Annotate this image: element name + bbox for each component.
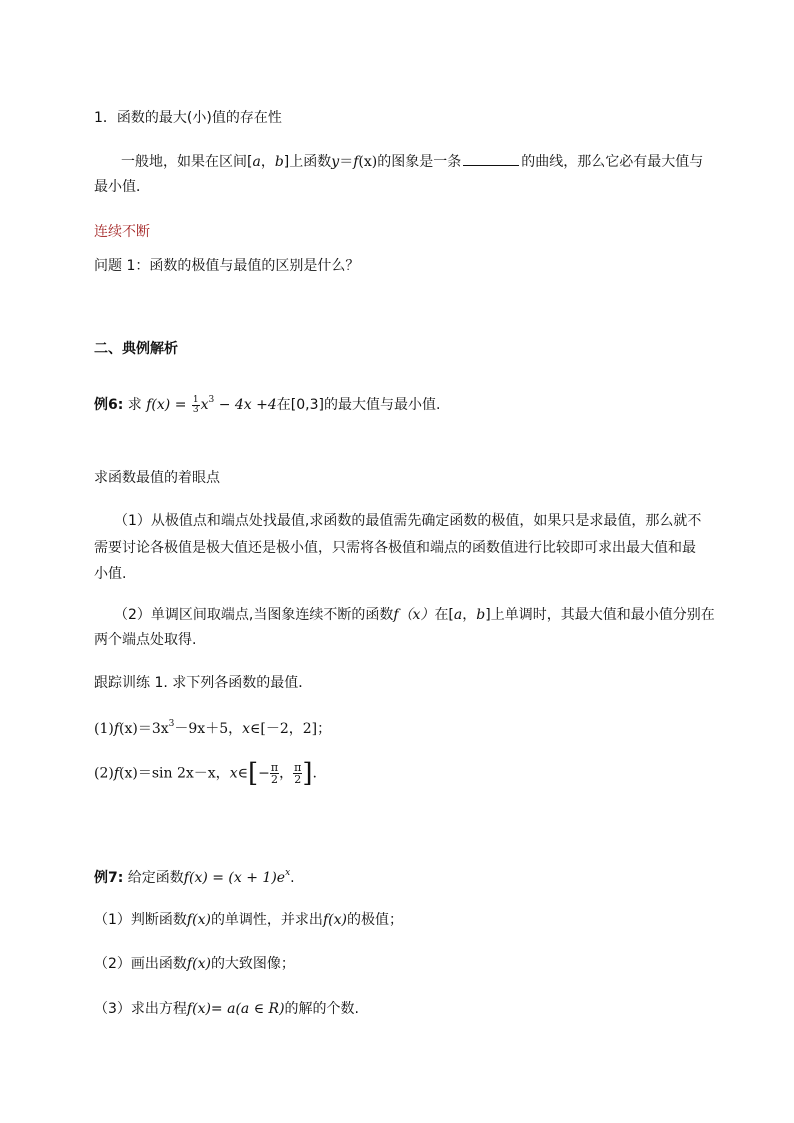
var-x: x [242, 721, 251, 737]
fraction-denominator: 2 [294, 773, 302, 786]
heading-text: 1．函数的最大(小)值的存在性 [94, 110, 282, 126]
definition-paragraph-line1 [121, 151, 703, 172]
function-f: f(x)= [186, 1001, 223, 1017]
var-y: y [331, 154, 340, 170]
question-text: 的单调性，并求出 [210, 912, 323, 928]
example-7-q2 [94, 954, 295, 974]
var-f: f [353, 154, 359, 170]
tip-text: ， [462, 607, 477, 623]
example-label: 例6: [94, 397, 124, 413]
separator: ， [279, 765, 294, 782]
example-7-q1 [94, 910, 403, 930]
fill-blank [463, 151, 519, 166]
tip-text: 在[ [434, 607, 454, 623]
var-a: a [252, 154, 261, 170]
practice-title-text: 跟踪训练 1. 求下列各函数的最值． [94, 675, 313, 691]
practice-1 [94, 714, 331, 739]
answer-text [94, 222, 150, 242]
tips-title [94, 468, 220, 488]
var-x: x [229, 765, 238, 782]
para-text: 的图象是一条 [377, 154, 462, 170]
example-7-q3 [94, 999, 359, 1019]
minus-sign: − [258, 765, 270, 782]
tip-1-line3 [94, 564, 126, 584]
question-text: （2）画出函数 [94, 956, 187, 972]
fraction-numerator: 1 [192, 394, 199, 405]
right-bracket: ] [302, 758, 313, 789]
function-expression: f(x) = (x + 1)e [183, 870, 286, 886]
practice-title [94, 673, 312, 693]
para-text: ＝ [339, 154, 354, 170]
question-text: （3）求出方程 [94, 1001, 187, 1017]
example-label: 例7: [94, 870, 124, 886]
item-number: (1) [94, 721, 114, 737]
var-x: (x) [358, 154, 378, 170]
var-b: b [476, 607, 486, 623]
tip-text: 小值. [94, 566, 127, 582]
definition-paragraph-line2 [94, 177, 150, 197]
question-text: 的极值； [346, 912, 403, 928]
fraction-pi-over-2-left [270, 762, 279, 785]
practice-2 [94, 758, 317, 789]
example-text: 给定函数 [123, 870, 184, 886]
exponent: x [285, 868, 291, 878]
expression: (x)＝3x [119, 721, 169, 737]
period: . [312, 765, 317, 782]
fraction-numerator: π [270, 761, 279, 774]
tip-1-line1 [114, 511, 701, 531]
fraction-pi-over-2-right [293, 762, 302, 785]
tip-text: （1）从极值点和端点处找最值,求函数的最值需先确定函数的极值，如果只是求最值，那么就不 [114, 513, 702, 529]
element-of: ∈ [237, 765, 248, 782]
para-text: 最小值． [94, 179, 150, 195]
question-text: 的解的个数. [284, 1001, 359, 1017]
domain: ∈[－2，2]； [250, 721, 332, 737]
tip-2-line2 [94, 630, 196, 650]
tip-text: （2）单调区间取端点,当图象连续不断的函数 [114, 607, 394, 623]
question-text: 的大致图像； [210, 956, 295, 972]
var-b: b [274, 154, 284, 170]
heading-text: 二、典例解析 [94, 341, 178, 357]
function-f: f（x） [393, 607, 435, 623]
function-rest: − 4x +4 [214, 397, 277, 413]
exponent: 3 [208, 395, 215, 405]
para-text: ]上函数 [283, 154, 332, 170]
left-bracket: [ [247, 758, 259, 789]
expression: (x)＝sin 2x－x， [119, 765, 230, 782]
section-heading-examples [94, 339, 178, 359]
para-text: 的曲线，那么它必有最大值与 [521, 154, 704, 170]
example-7 [94, 863, 295, 888]
question-text: （1）判断函数 [94, 912, 187, 928]
section-heading-existence [94, 108, 282, 128]
fraction-numerator: π [294, 761, 302, 774]
function-f: f [113, 721, 120, 737]
function-f: f(x) [186, 956, 211, 972]
parameter-a: a(a ∈ R) [222, 1001, 285, 1017]
function-f: f(x) [186, 912, 211, 928]
var-x: x [200, 397, 209, 413]
tip-text: ]上单调时，其最大值和最小值分别在 [485, 607, 715, 623]
question-text: 问题 1：函数的极值与最值的区别是什么？ [94, 258, 360, 274]
fraction-one-third [192, 396, 200, 415]
tip-text: 两个端点处取得. [94, 632, 197, 648]
tip-2-line1 [114, 605, 715, 625]
tip-text: 需要讨论各极值是极大值还是极小值，只需将各极值和端点的函数值进行比较即可求出最大值和最 [94, 540, 696, 556]
fraction-denominator: 2 [270, 773, 278, 786]
example-6 [94, 390, 440, 415]
para-text: ， [260, 154, 275, 170]
exponent: 3 [168, 719, 175, 729]
period: . [290, 870, 295, 886]
question-1 [94, 256, 359, 276]
item-number: (2) [94, 765, 114, 782]
example-text: 在[0,3]的最大值与最小值. [276, 397, 441, 413]
function-f: f [113, 765, 120, 782]
function-f: f(x) = [146, 397, 187, 413]
para-text: 一般地，如果在区间[ [121, 154, 253, 170]
answer-label: 连续不断 [94, 224, 150, 240]
expression: －9x＋5， [174, 721, 243, 737]
fraction-denominator: 3 [192, 404, 199, 415]
example-text: 求 [123, 397, 142, 413]
function-f: f(x) [322, 912, 347, 928]
var-a: a [453, 607, 463, 623]
tips-title-text: 求函数最值的着眼点 [94, 470, 220, 486]
tip-1-line2 [94, 538, 696, 558]
